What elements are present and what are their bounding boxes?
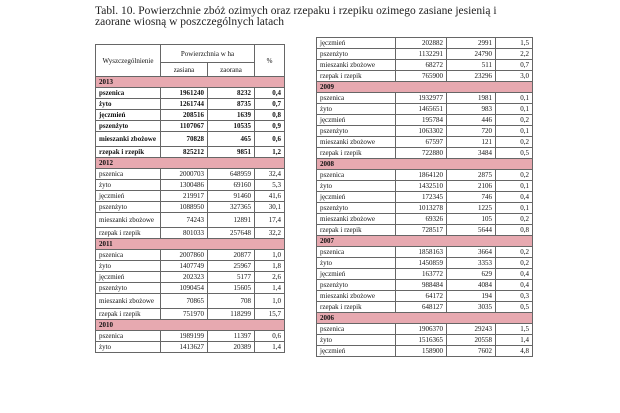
row-label: pszenica [96,169,161,180]
percent: 0,7 [255,99,285,110]
ploughed-area: 746 [447,192,496,203]
table-row [317,181,533,192]
table-title: Tabl. 10. Powierzchnie zbóż ozimych oraz rzepaku i rzepiku ozimego zasiane jesienią i zaorane wiosną w poszczególnych latach [95,5,497,28]
sown-area: 172345 [396,192,447,203]
row-label: żyto [96,261,161,272]
year-label: 2013 [96,77,285,88]
percent: 0,1 [496,126,533,137]
percent: 0,1 [496,181,533,192]
row-label: mieszanki zbożowe [317,291,396,302]
percent: 1,2 [255,147,285,158]
sown-area: 67597 [396,137,447,148]
row-label: pszenżyto [96,121,161,132]
right-table [316,37,533,357]
row-label: pszenżyto [96,283,161,294]
percent: 0,2 [496,247,533,258]
percent: 0,2 [496,214,533,225]
percent: 1,4 [255,283,285,294]
row-label: jęczmień [317,38,396,49]
percent: 1,5 [496,38,533,49]
ploughed-area: 708 [208,294,255,309]
sown-area: 1132291 [396,49,447,60]
table-row [317,115,533,126]
sown-area: 1261744 [161,99,208,110]
header-row [96,45,285,63]
percent: 5,3 [255,180,285,191]
ploughed-area: 446 [447,115,496,126]
row-label: jęczmień [317,115,396,126]
ploughed-area: 257648 [208,228,255,239]
table-row [96,202,285,213]
table-row [317,280,533,291]
sown-area: 202882 [396,38,447,49]
sown-area: 64172 [396,291,447,302]
ploughed-area: 29243 [447,324,496,335]
sown-area: 195784 [396,115,447,126]
row-label: mieszanki zbożowe [317,214,396,225]
left-table [95,44,285,353]
ploughed-area: 12891 [208,213,255,228]
column-header-percent: % [255,45,285,77]
percent: 1,8 [255,261,285,272]
year-row [317,236,533,247]
table-row [317,346,533,357]
table-row [317,126,533,137]
table-row [317,170,533,181]
year-row [96,158,285,169]
percent: 0,4 [496,192,533,203]
ploughed-area: 3484 [447,148,496,159]
row-label: mieszanki zbożowe [96,132,161,147]
year-row [317,313,533,324]
ploughed-area: 20389 [208,342,255,353]
ploughed-area: 8735 [208,99,255,110]
percent: 2,6 [255,272,285,283]
row-label: rzepak i rzepik [96,147,161,158]
table-row [96,283,285,294]
row-label: pszenica [317,93,396,104]
percent: 0,2 [496,137,533,148]
row-label: rzepak i rzepik [96,309,161,320]
ploughed-area: 9851 [208,147,255,158]
table-row [317,38,533,49]
table-row [96,294,285,309]
sown-area: 765900 [396,71,447,82]
year-label: 2010 [96,320,285,331]
table-row [317,269,533,280]
row-label: rzepak i rzepik [317,71,396,82]
column-header-label: Wyszczególnienie [96,45,161,77]
ploughed-area: 91460 [208,191,255,202]
sown-area: 1090454 [161,283,208,294]
table-row [96,121,285,132]
percent: 0,4 [496,269,533,280]
percent: 0,8 [255,110,285,121]
table-row [317,214,533,225]
sown-area: 208516 [161,110,208,121]
percent: 0,5 [496,302,533,313]
sown-area: 801033 [161,228,208,239]
ploughed-area: 8232 [208,88,255,99]
year-row [317,82,533,93]
row-label: żyto [317,181,396,192]
ploughed-area: 2991 [447,38,496,49]
percent: 0,2 [496,258,533,269]
year-label: 2011 [96,239,285,250]
ploughed-area: 3664 [447,247,496,258]
percent: 0,5 [496,148,533,159]
table-row [317,203,533,214]
sown-area: 722880 [396,148,447,159]
table-row [96,213,285,228]
table-row [317,335,533,346]
percent: 0,1 [496,203,533,214]
ploughed-area: 118299 [208,309,255,320]
table-row [317,258,533,269]
table-row [317,104,533,115]
row-label: rzepak i rzepik [317,148,396,159]
row-label: pszenżyto [317,49,396,60]
row-label: jęczmień [96,110,161,121]
ploughed-area: 1225 [447,203,496,214]
row-label: pszenica [317,170,396,181]
sown-area: 1107067 [161,121,208,132]
row-label: pszenica [96,331,161,342]
column-header-sown: zasiana [161,63,208,77]
row-label: jęczmień [317,269,396,280]
table-row [96,180,285,191]
year-label: 2009 [317,82,533,93]
sown-area: 825212 [161,147,208,158]
ploughed-area: 4084 [447,280,496,291]
ploughed-area: 24790 [447,49,496,60]
row-label: rzepak i rzepik [317,225,396,236]
row-label: mieszanki zbożowe [317,60,396,71]
row-label: żyto [96,342,161,353]
row-label: żyto [317,258,396,269]
sown-area: 163772 [396,269,447,280]
table-row [317,225,533,236]
row-label: jęczmień [96,272,161,283]
row-label: jęczmień [317,192,396,203]
percent: 0,1 [496,93,533,104]
ploughed-area: 1639 [208,110,255,121]
ploughed-area: 1981 [447,93,496,104]
sown-area: 1013278 [396,203,447,214]
percent: 1,5 [496,324,533,335]
row-label: pszenica [317,247,396,258]
row-label: mieszanki zbożowe [96,213,161,228]
table-row [96,331,285,342]
sown-area: 728517 [396,225,447,236]
row-label: pszenica [317,324,396,335]
year-label: 2008 [317,159,533,170]
ploughed-area: 69160 [208,180,255,191]
row-label: rzepak i rzepik [96,228,161,239]
ploughed-area: 194 [447,291,496,302]
percent: 1,0 [255,294,285,309]
table-row [317,302,533,313]
row-label: pszenżyto [317,280,396,291]
percent: 0,6 [255,331,285,342]
year-row [317,159,533,170]
sown-area: 202323 [161,272,208,283]
ploughed-area: 5177 [208,272,255,283]
table-row [317,148,533,159]
ploughed-area: 15605 [208,283,255,294]
percent: 4,8 [496,346,533,357]
table-row [96,309,285,320]
ploughed-area: 983 [447,104,496,115]
row-label: mieszanki zbożowe [96,294,161,309]
table-row [317,247,533,258]
percent: 0,3 [496,291,533,302]
table-row [96,88,285,99]
table-row [317,291,533,302]
ploughed-area: 648959 [208,169,255,180]
percent: 1,4 [255,342,285,353]
percent: 0,1 [496,104,533,115]
ploughed-area: 20877 [208,250,255,261]
row-label: pszenżyto [317,126,396,137]
sown-area: 70828 [161,132,208,147]
percent: 17,4 [255,213,285,228]
sown-area: 1906370 [396,324,447,335]
table-row [317,324,533,335]
percent: 1,4 [496,335,533,346]
row-label: rzepak i rzepik [317,302,396,313]
percent: 0,4 [255,88,285,99]
table-row [96,169,285,180]
percent: 1,0 [255,250,285,261]
table-row [96,250,285,261]
sown-area: 1407749 [161,261,208,272]
ploughed-area: 3353 [447,258,496,269]
sown-area: 648127 [396,302,447,313]
percent: 0,2 [496,115,533,126]
table-row [96,110,285,121]
table-row [317,137,533,148]
sown-area: 1858163 [396,247,447,258]
percent: 0,6 [255,132,285,147]
table-row [96,132,285,147]
row-label: pszenica [96,250,161,261]
ploughed-area: 511 [447,60,496,71]
percent: 2,2 [496,49,533,60]
ploughed-area: 465 [208,132,255,147]
year-label: 2012 [96,158,285,169]
sown-area: 1300486 [161,180,208,191]
ploughed-area: 23296 [447,71,496,82]
table-row [317,71,533,82]
year-label: 2006 [317,313,533,324]
sown-area: 2007860 [161,250,208,261]
year-row [96,239,285,250]
percent: 32,4 [255,169,285,180]
row-label: jęczmień [96,191,161,202]
ploughed-area: 5644 [447,225,496,236]
ploughed-area: 10535 [208,121,255,132]
sown-area: 988484 [396,280,447,291]
sown-area: 751970 [161,309,208,320]
percent: 41,6 [255,191,285,202]
row-label: pszenżyto [317,203,396,214]
sown-area: 70865 [161,294,208,309]
sown-area: 1432510 [396,181,447,192]
ploughed-area: 3035 [447,302,496,313]
percent: 0,7 [496,60,533,71]
ploughed-area: 121 [447,137,496,148]
percent: 15,7 [255,309,285,320]
table-row [317,93,533,104]
row-label: jęczmień [317,346,396,357]
sown-area: 69326 [396,214,447,225]
sown-area: 1989199 [161,331,208,342]
table-row [96,261,285,272]
table-row [96,272,285,283]
table-row [317,192,533,203]
row-label: żyto [96,180,161,191]
year-label: 2007 [317,236,533,247]
row-label: żyto [317,104,396,115]
ploughed-area: 2875 [447,170,496,181]
ploughed-area: 11397 [208,331,255,342]
row-label: żyto [96,99,161,110]
table-row [317,49,533,60]
percent: 0,8 [496,225,533,236]
ploughed-area: 2106 [447,181,496,192]
table-row [96,228,285,239]
percent: 30,1 [255,202,285,213]
sown-area: 1465651 [396,104,447,115]
ploughed-area: 7602 [447,346,496,357]
row-label: żyto [317,335,396,346]
ploughed-area: 629 [447,269,496,280]
sown-area: 219917 [161,191,208,202]
sown-area: 2000703 [161,169,208,180]
year-row [96,320,285,331]
ploughed-area: 720 [447,126,496,137]
sown-area: 1063302 [396,126,447,137]
row-label: mieszanki zbożowe [317,137,396,148]
sown-area: 68272 [396,60,447,71]
percent: 3,0 [496,71,533,82]
sown-area: 1450859 [396,258,447,269]
column-header-ploughed: zaorana [208,63,255,77]
sown-area: 1516365 [396,335,447,346]
sown-area: 1864120 [396,170,447,181]
ploughed-area: 20558 [447,335,496,346]
percent: 32,2 [255,228,285,239]
column-header-group: Powierzchnia w ha [161,45,255,63]
ploughed-area: 25967 [208,261,255,272]
sown-area: 1932977 [396,93,447,104]
ploughed-area: 327365 [208,202,255,213]
row-label: pszenżyto [96,202,161,213]
table-row [96,342,285,353]
sown-area: 1413627 [161,342,208,353]
percent: 0,4 [496,280,533,291]
sown-area: 1088950 [161,202,208,213]
row-label: pszenica [96,88,161,99]
percent: 0,2 [496,170,533,181]
table-row [96,99,285,110]
percent: 0,9 [255,121,285,132]
table-row [96,191,285,202]
sown-area: 1961240 [161,88,208,99]
table-row [96,147,285,158]
ploughed-area: 105 [447,214,496,225]
sown-area: 74243 [161,213,208,228]
year-row [96,77,285,88]
table-row [317,60,533,71]
sown-area: 158900 [396,346,447,357]
